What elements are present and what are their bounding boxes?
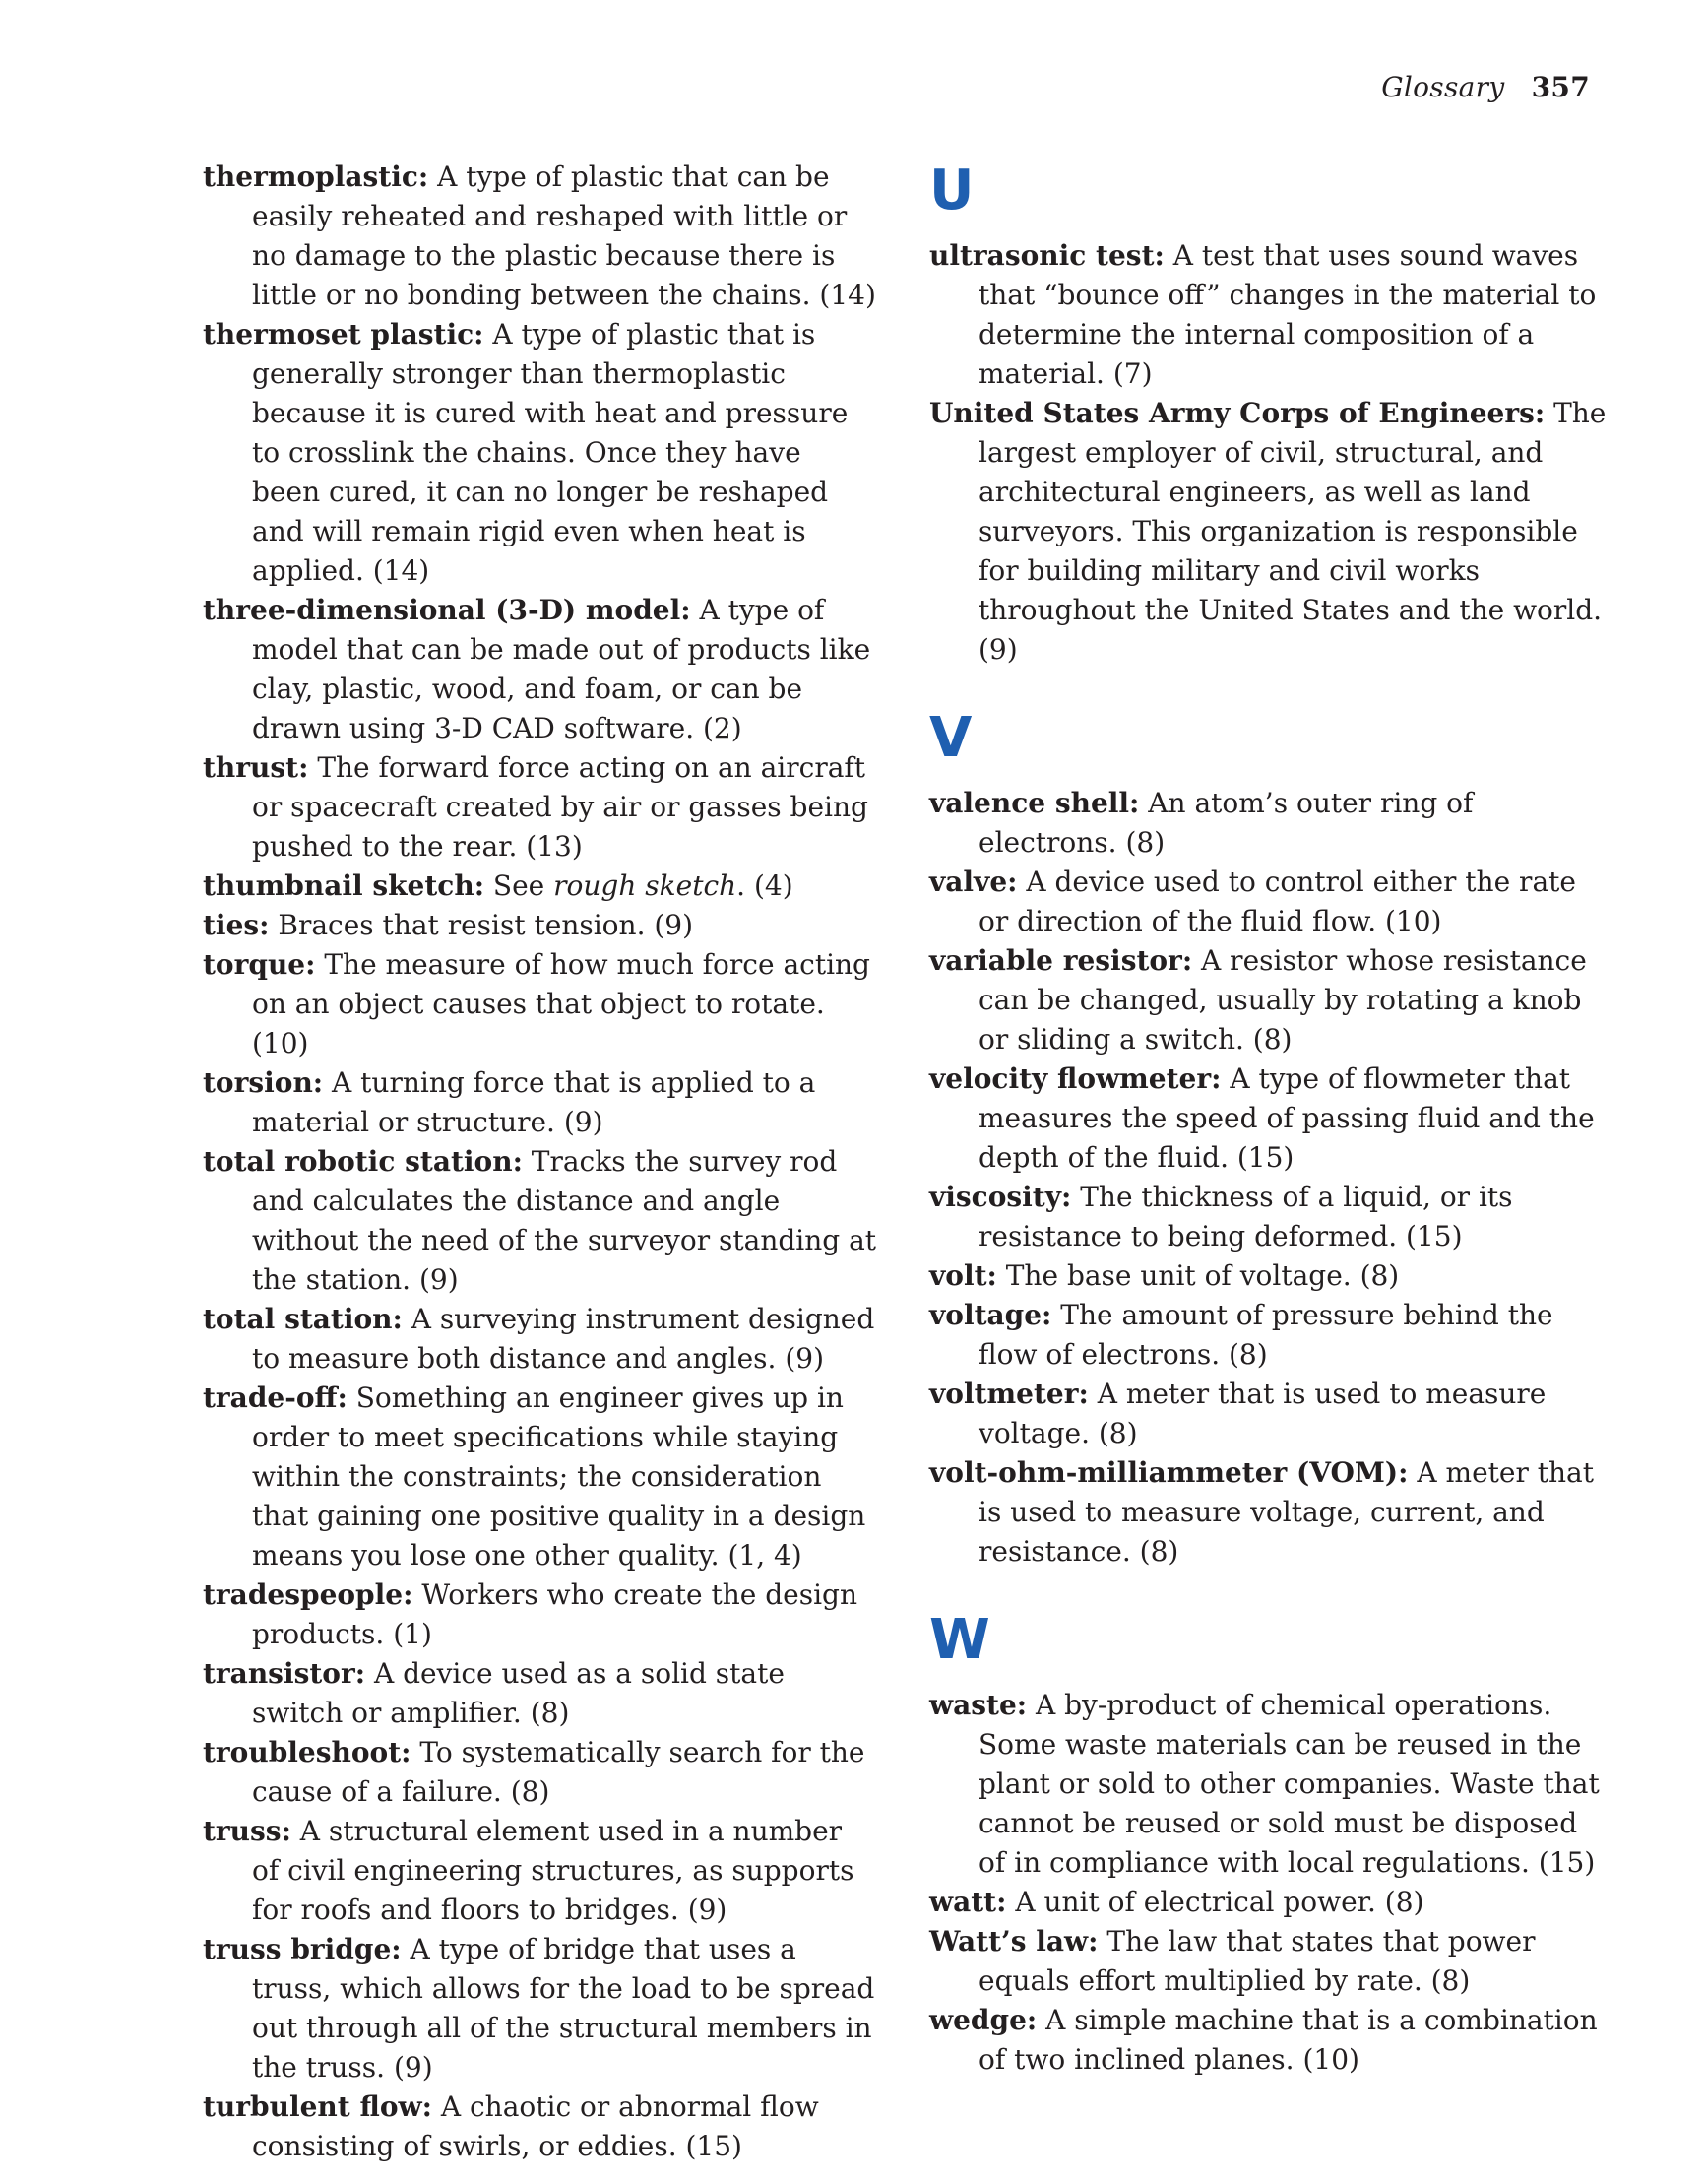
glossary-entry — [929, 1883, 1609, 1922]
glossary-definition: A simple machine that is a combination of two inclined planes. (10) — [979, 2004, 1598, 2076]
section-letter-heading: U — [929, 159, 975, 223]
glossary-entry — [929, 1060, 1609, 1178]
glossary-definition: The forward force acting on an aircraft or spacecraft created by air or gasses being pushed to the rear. (13) — [252, 751, 868, 863]
glossary-definition: A meter that is used to measure voltage, current, and resistance. (8) — [979, 1456, 1594, 1568]
glossary-entry — [203, 591, 877, 748]
glossary-entry — [203, 1930, 877, 2088]
glossary-definition: A structural element used in a number of civil engineering structures, as supports for roofs and floors to bridges. (9) — [252, 1815, 854, 1926]
glossary-term: waste: — [929, 1689, 1028, 1721]
glossary-definition: Workers who create the design products. (1) — [252, 1578, 857, 1650]
glossary-term: torque: — [203, 948, 316, 981]
glossary-entry — [203, 906, 877, 945]
glossary-definition: A resistor whose resistance can be changed, usually by rotating a knob or sliding a switch. (8) — [979, 944, 1587, 1056]
glossary-entry — [203, 1063, 877, 1142]
glossary-entry — [203, 2088, 877, 2166]
glossary-entry — [203, 1142, 877, 1300]
glossary-term: ties: — [203, 909, 270, 941]
glossary-term: torsion: — [203, 1066, 324, 1099]
glossary-entry — [929, 1922, 1609, 2001]
glossary-term: truss bridge: — [203, 1933, 402, 1965]
glossary-entry — [929, 1256, 1609, 1296]
cross-reference: rough sketch — [553, 869, 737, 902]
glossary-definition: A turning force that is applied to a material or structure. (9) — [252, 1066, 816, 1138]
running-head — [1381, 71, 1590, 103]
glossary-definition: The measure of how much force acting on an object causes that object to rotate. (10) — [252, 948, 870, 1060]
glossary-term: truss: — [203, 1815, 291, 1847]
section-letter-heading: W — [929, 1608, 990, 1672]
glossary-term: voltage: — [929, 1299, 1052, 1331]
glossary-term: velocity flowmeter: — [929, 1062, 1222, 1095]
glossary-term: valve: — [929, 866, 1018, 898]
page-number: 357 — [1531, 71, 1590, 103]
glossary-term: three-dimensional (3-D) model: — [203, 594, 691, 626]
running-head-section: Glossary — [1381, 71, 1505, 103]
glossary-term: voltmeter: — [929, 1378, 1089, 1410]
glossary-entry — [203, 315, 877, 591]
glossary-term: transistor: — [203, 1657, 366, 1690]
glossary-definition: A unit of electrical power. (8) — [1006, 1886, 1424, 1918]
glossary-definition: The amount of pressure behind the flow of electrons. (8) — [979, 1299, 1553, 1371]
glossary-definition: Braces that resist tension. (9) — [269, 909, 694, 941]
glossary-entry — [203, 1733, 877, 1812]
glossary-entry — [203, 1812, 877, 1930]
glossary-definition: The base unit of voltage. (8) — [996, 1259, 1400, 1292]
glossary-entry — [929, 1178, 1609, 1256]
glossary-term: thermoplastic: — [203, 161, 429, 193]
section-letter-heading: V — [929, 706, 973, 770]
glossary-term: tradespeople: — [203, 1578, 413, 1611]
glossary-term: variable resistor: — [929, 944, 1193, 977]
glossary-term: watt: — [929, 1886, 1007, 1918]
glossary-entry — [929, 863, 1609, 941]
glossary-entry — [929, 236, 1609, 394]
glossary-definition: Something an engineer gives up in order to meet specifications while staying within the constraints; the consideration that gaining one positive quality in a design means you lose one other quality. (1, 4) — [252, 1381, 866, 1572]
glossary-term: volt-ohm-milliammeter (VOM): — [929, 1456, 1409, 1489]
glossary-entry — [203, 1654, 877, 1733]
glossary-definition: A type of plastic that can be easily reheated and reshaped with little or no damage to the plastic because there is little or no bonding between the chains. (14) — [252, 161, 876, 311]
glossary-entry — [929, 1296, 1609, 1375]
glossary-definition: A chaotic or abnormal flow consisting of swirls, or eddies. (15) — [252, 2090, 819, 2162]
glossary-definition: A type of model that can be made out of products like clay, plastic, wood, and foam, or can be drawn using 3-D CAD software. (2) — [252, 594, 871, 744]
glossary-definition: A device used to control either the rate or direction of the fluid flow. (10) — [979, 866, 1576, 937]
glossary-entry — [929, 941, 1609, 1060]
glossary-entry — [203, 1379, 877, 1575]
glossary-definition: A surveying instrument designed to measure both distance and angles. (9) — [252, 1303, 875, 1375]
glossary-term: total robotic station: — [203, 1145, 523, 1178]
glossary-definition: A by-product of chemical operations. Some waste materials can be reused in the plant or sold to other companies. Waste that cannot be reused or sold must be disposed of in compliance with local regulations. (15) — [979, 1689, 1600, 1879]
glossary-definition: A type of flowmeter that measures the speed of passing fluid and the depth of the fluid. (15) — [979, 1062, 1595, 1174]
glossary-term: volt: — [929, 1259, 997, 1292]
glossary-column-left — [203, 158, 877, 2166]
glossary-definition: An atom’s outer ring of electrons. (8) — [979, 787, 1474, 859]
glossary-definition: A test that uses sound waves that “bounce off” changes in the material to determine the internal composition of a material. (7) — [979, 239, 1597, 390]
glossary-term: thermoset plastic: — [203, 318, 484, 351]
glossary-definition-tail: . (4) — [736, 869, 793, 902]
glossary-definition: A device used as a solid state switch or amplifier. (8) — [252, 1657, 785, 1729]
glossary-term: viscosity: — [929, 1181, 1072, 1213]
glossary-term: troubleshoot: — [203, 1736, 411, 1768]
glossary-column-right — [929, 158, 1609, 2080]
glossary-entry — [929, 394, 1609, 670]
glossary-entry — [203, 945, 877, 1063]
glossary-term: turbulent flow: — [203, 2090, 432, 2123]
glossary-term: trade-off: — [203, 1381, 348, 1414]
glossary-definition: A type of bridge that uses a truss, which allows for the load to be spread out through all of the structural members in the truss. (9) — [252, 1933, 875, 2084]
glossary-definition: To systematically search for the cause of a failure. (8) — [252, 1736, 865, 1808]
glossary-entry — [203, 748, 877, 867]
glossary-definition: The largest employer of civil, structural, and architectural engineers, as well as land surveyors. This organization is responsible for building military and civil works throughout the United States and the world. (9) — [979, 397, 1607, 666]
glossary-entry — [929, 1686, 1609, 1883]
glossary-term: wedge: — [929, 2004, 1038, 2036]
glossary-entry — [203, 1300, 877, 1379]
glossary-entry — [203, 867, 877, 906]
glossary-entry — [203, 158, 877, 315]
glossary-entry — [203, 1575, 877, 1654]
glossary-term: total station: — [203, 1303, 403, 1335]
glossary-term: valence shell: — [929, 787, 1140, 819]
glossary-definition: Tracks the survey rod and calculates the distance and angle without the need of the surveyor standing at the station. (9) — [252, 1145, 877, 1296]
glossary-term: United States Army Corps of Engineers: — [929, 397, 1546, 429]
glossary-definition: The law that states that power equals effort multiplied by rate. (8) — [979, 1925, 1536, 1997]
glossary-entry — [929, 784, 1609, 863]
glossary-definition: A meter that is used to measure voltage. (8) — [979, 1378, 1547, 1449]
glossary-definition: See — [484, 869, 554, 902]
glossary-definition: The thickness of a liquid, or its resistance to being deformed. (15) — [979, 1181, 1513, 1253]
glossary-definition: A type of plastic that is generally stronger than thermoplastic because it is cured with heat and pressure to crosslink the chains. Once they have been cured, it can no longer be reshaped and will remain rigid even when heat is applied. (14) — [252, 318, 849, 587]
glossary-term: thrust: — [203, 751, 309, 784]
glossary-term: ultrasonic test: — [929, 239, 1165, 272]
glossary-term: Watt’s law: — [929, 1925, 1099, 1958]
glossary-entry — [929, 2001, 1609, 2080]
glossary-term: thumbnail sketch: — [203, 869, 485, 902]
glossary-entry — [929, 1375, 1609, 1453]
glossary-entry — [929, 1453, 1609, 1572]
